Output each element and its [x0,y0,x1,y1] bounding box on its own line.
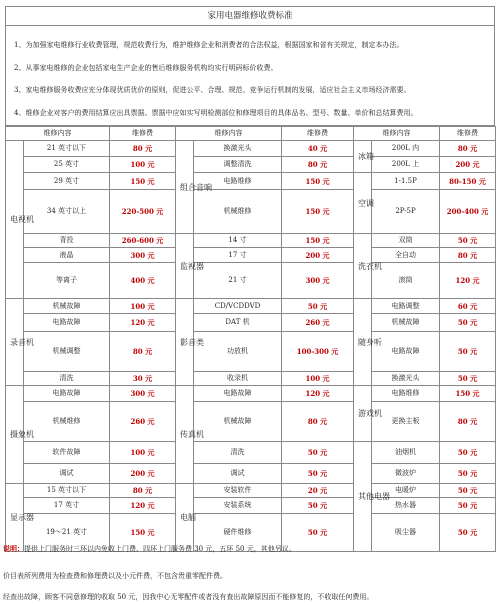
category-fax: 传真机 [176,386,194,484]
category-audio: 组合音响 [176,141,194,234]
note-line: 经查出故障，顾客不同意修理的收取 50 元，因我中心无零配件或者没有查出故障原因而不能修复的，不收取任何费用。 [3,593,374,601]
item-fee: 50 元 [282,498,354,514]
item-fee: 50 元 [282,299,354,314]
category-aircon: 空调 [354,173,372,234]
page-title: 家用电器维修收费标准 [5,6,495,26]
item-fee: 50 元 [440,234,496,248]
item-name: 机械故障 [24,299,110,314]
item-name: 机械维修 [24,402,110,442]
intro-item: 1、为加强家电维修行业收费管理，规范收费行为，维护维修企业和消费者的合法权益，根据国家和省有关规定，制定本办法。 [14,41,404,49]
item-name: 吸尘器 [372,514,440,552]
item-name: 14 寸 [194,234,282,248]
item-fee: 80 元 [440,141,496,157]
item-fee: 100 元 [110,157,176,173]
item-fee: 80 元 [440,248,496,263]
item-fee: 80 元 [282,402,354,442]
item-name: CD/VCDDVD [194,299,282,314]
note-line [3,544,296,554]
category-other: 其他电器 [354,442,372,552]
item-name: 清洗 [194,442,282,464]
item-name: 滚筒 [372,263,440,299]
item-fee: 50 元 [282,464,354,484]
item-name: 机械故障 [194,402,282,442]
item-fee: 260 元 [282,314,354,332]
item-name: 电路故障 [24,314,110,332]
item-fee: 50 元 [440,372,496,386]
item-fee: 200-400 元 [440,190,496,234]
item-name: 17 英寸 [24,498,110,514]
item-fee: 30 元 [110,372,176,386]
intro-item: 3、家电维修服务收费应充分体现优质优价的原则，促进公平、合理、规范、竞争运行机制的发展，适应社会主义市场经济需要。 [14,86,411,94]
item-name: 机械维修 [194,190,282,234]
item-name: 21 英寸以下 [24,141,110,157]
item-name: 调整清洗 [194,157,282,173]
item-name: 换激光头 [372,372,440,386]
category-washer: 洗衣机 [354,234,372,299]
item-name: 油烟机 [372,442,440,464]
item-name: 换激光头 [194,141,282,157]
item-fee: 60 元 [440,299,496,314]
intro-item: 4、维修企业对客户的费用结算应出具票据。票据中应如实写明检测部位和修理项目的具体品名、型号、数量、单价和总结算费用。 [14,108,418,117]
item-fee: 300 元 [110,248,176,263]
item-name: 19～21 英寸 [24,514,110,552]
item-name: 更换主板 [372,402,440,442]
item-fee: 100 元 [282,372,354,386]
category-walkman: 随身听 [354,299,372,386]
header-fee: 维修费 [110,127,176,141]
item-name: 机械调整 [24,332,110,372]
item-fee: 150 元 [282,190,354,234]
category-camera: 摄象机 [6,386,24,484]
header-content: 维修内容 [176,127,282,141]
item-fee: 100-300 元 [282,332,354,372]
item-name: 电路故障 [24,386,110,402]
item-fee: 120 元 [110,314,176,332]
item-name: 电路调整 [372,299,440,314]
item-name: 机械故障 [372,314,440,332]
item-fee: 200 元 [110,464,176,484]
category-fridge: 冰箱 [354,141,372,173]
item-fee: 50 元 [282,442,354,464]
item-fee: 120 元 [282,386,354,402]
item-fee: 100 元 [110,299,176,314]
item-name: 200L 内 [372,141,440,157]
item-fee: 150 元 [282,173,354,190]
item-name: 清洗 [24,372,110,386]
item-fee: 150 元 [110,173,176,190]
item-fee: 400 元 [110,263,176,299]
intro-item: 2、从事家电维修的企业包括家电生产企业的售后维修服务机构均实行明码标价收费。 [14,63,278,72]
item-name: 软件故障 [24,442,110,464]
item-fee: 260 元 [110,402,176,442]
item-fee: 50 元 [440,332,496,372]
item-name: 热水器 [372,498,440,514]
item-name: 调试 [24,464,110,484]
item-name: 电暖炉 [372,484,440,498]
item-fee: 120 元 [440,263,496,299]
item-fee: 300 元 [282,263,354,299]
item-fee: 220-500 元 [110,190,176,234]
item-name: 安装软件 [194,484,282,498]
item-fee: 260-600 元 [110,234,176,248]
item-fee: 50 元 [440,484,496,498]
item-fee: 80 元 [110,141,176,157]
item-name: 电路维修 [372,386,440,402]
item-name: 电路故障 [372,332,440,372]
item-fee: 80-150 元 [440,173,496,190]
item-fee: 80 元 [110,484,176,498]
item-fee: 80 元 [440,402,496,442]
item-fee: 150 元 [282,234,354,248]
item-fee: 80 元 [110,332,176,372]
item-name: 15 英寸以下 [24,484,110,498]
item-name: 调试 [194,464,282,484]
item-name: 硬件维修 [194,514,282,552]
intro-section [5,26,495,126]
item-name: 17 寸 [194,248,282,263]
item-name: 全自动 [372,248,440,263]
header-fee: 维修费 [282,127,354,141]
category-video: 影音类 [176,299,194,386]
item-fee: 200 元 [282,248,354,263]
item-fee: 40 元 [282,141,354,157]
category-monitor: 监视器 [176,234,194,299]
item-name: 200L 上 [372,157,440,173]
item-name: 电路维修 [194,173,282,190]
item-name: 34 英寸以上 [24,190,110,234]
item-fee: 20 元 [282,484,354,498]
item-name: 背投 [24,234,110,248]
item-fee: 50 元 [282,514,354,552]
item-fee: 50 元 [440,514,496,552]
item-name: 等离子 [24,263,110,299]
item-name: 液晶 [24,248,110,263]
item-name: 功放机 [194,332,282,372]
item-name: 微波炉 [372,464,440,484]
item-fee: 50 元 [440,464,496,484]
note-text: 提供上门服务时三环以内免收上门费、四环上门服务费 30 元，五环 50 元，其他另议。 [24,545,296,553]
header-fee: 维修费 [440,127,496,141]
item-name: 25 英寸 [24,157,110,173]
item-name: 双筒 [372,234,440,248]
item-name: 29 英寸 [24,173,110,190]
item-name: 收录机 [194,372,282,386]
fee-table [5,126,496,552]
item-fee: 120 元 [110,498,176,514]
item-fee: 80 元 [282,157,354,173]
category-recorder: 录音机 [6,299,24,386]
item-fee: 50 元 [440,498,496,514]
item-fee: 50 元 [440,314,496,332]
item-fee: 50 元 [440,442,496,464]
item-name: 安装系统 [194,498,282,514]
header-content: 维修内容 [354,127,440,141]
category-tv: 电视机 [6,141,24,299]
note-line: 价目表所列费用为检查费和修理费以及小元件费，不包含贵重零配件费。 [3,572,227,580]
item-fee: 150 元 [440,386,496,402]
category-display: 显示器 [6,484,24,552]
category-computer: 电脑 [176,484,194,552]
item-fee: 100 元 [110,442,176,464]
item-name: 2P-5P [372,190,440,234]
item-name: 电路故障 [194,386,282,402]
item-name: 1-1.5P [372,173,440,190]
category-game: 游戏机 [354,386,372,442]
item-fee: 150 元 [110,514,176,552]
item-fee: 300 元 [110,386,176,402]
item-name: DAT 机 [194,314,282,332]
item-fee: 200 元 [440,157,496,173]
item-name: 21 寸 [194,263,282,299]
header-content: 维修内容 [6,127,110,141]
note-label: 说明： [3,544,24,553]
